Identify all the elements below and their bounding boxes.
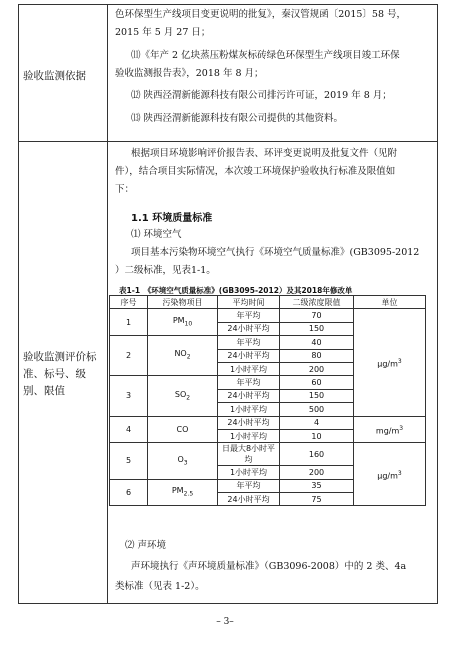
cell-unit xyxy=(354,309,426,416)
cell-pollutant xyxy=(148,309,218,336)
cell-limit: 10 xyxy=(280,429,354,442)
pollutant-name: CO xyxy=(176,424,189,434)
table-header-row xyxy=(110,296,426,309)
cell-pollutant xyxy=(148,443,218,479)
row-label-standards: 验收监测评价标准、标号、级别、限值 xyxy=(23,351,97,397)
cell-pollutant xyxy=(148,376,218,416)
row-label-basis: 验收监测依据 xyxy=(23,70,86,82)
basis-line-1: 色环保型生产线项目变更说明的批复》，秦汉管规函〔2015〕58 号， xyxy=(115,9,407,20)
unit-text: μg/m xyxy=(377,471,398,481)
unit-text: μg/m xyxy=(377,359,398,369)
cell-avg-time: 年平均 xyxy=(218,376,280,389)
column-divider xyxy=(107,5,108,603)
pollutant-subscript: 2 xyxy=(186,354,191,362)
cell-unit xyxy=(354,416,426,443)
unit-superscript: 3 xyxy=(397,469,402,477)
cell-avg-time: 1小时平均 xyxy=(218,403,280,416)
noise-text-1: 声环境执行《声环境质量标准》（GB3096-2008）中的 2 类、4a xyxy=(131,561,407,572)
header-pollutant: 污染物项目 xyxy=(148,296,218,309)
table-row xyxy=(110,416,426,429)
form-table xyxy=(18,4,438,604)
cell-no: 3 xyxy=(110,376,148,416)
cell-limit: 150 xyxy=(280,322,354,335)
air-heading: ⑴ 环境空气 xyxy=(131,229,182,240)
header-limit: 二级浓度限值 xyxy=(280,296,354,309)
cell-limit: 4 xyxy=(280,416,354,429)
cell-avg-time: 年平均 xyxy=(218,479,280,492)
unit-superscript: 3 xyxy=(399,424,404,432)
page-number: – 3– xyxy=(216,617,234,627)
cell-no: 5 xyxy=(110,443,148,479)
cell-limit: 40 xyxy=(280,336,354,349)
section-title: 1.1 环境质量标准 xyxy=(131,213,213,224)
cell-limit: 80 xyxy=(280,349,354,362)
cell-pollutant xyxy=(148,416,218,443)
cell-avg-time: 1小时平均 xyxy=(218,466,280,479)
table-row xyxy=(110,309,426,322)
cell-limit: 200 xyxy=(280,362,354,375)
cell-limit: 150 xyxy=(280,389,354,402)
basis-line-5: ⑿ 陕西泾渭新能源科技有限公司排污许可证，2019 年 8 月； xyxy=(131,90,392,101)
table-caption: 表1-1 《环境空气质量标准》(GB3095-2012）及其2018年修改单 xyxy=(119,286,353,295)
pollutant-name: O xyxy=(177,454,184,464)
cell-unit xyxy=(354,443,426,506)
cell-limit: 200 xyxy=(280,466,354,479)
cell-limit: 75 xyxy=(280,493,354,506)
pollutant-name: PM xyxy=(171,486,184,496)
cell-limit: 160 xyxy=(280,443,354,466)
cell-no: 1 xyxy=(110,309,148,336)
cell-avg-time: 年平均 xyxy=(218,336,280,349)
noise-heading: ⑵ 声环境 xyxy=(125,540,167,551)
intro-line-3: 下： xyxy=(115,184,135,195)
cell-avg-time: 24小时平均 xyxy=(218,349,280,362)
basis-line-2: 2015 年 5 月 27 日； xyxy=(115,27,211,38)
cell-limit: 60 xyxy=(280,376,354,389)
basis-line-3: ⑾《年产 2 亿块蒸压粉煤灰标砖绿色环保型生产线项目竣工环保 xyxy=(131,50,400,61)
header-unit: 单位 xyxy=(354,296,426,309)
noise-text-2: 类标准（见表 1-2）。 xyxy=(115,581,205,592)
pollutant-name: PM xyxy=(172,315,185,325)
pollutant-subscript: 2 xyxy=(186,394,191,402)
pollutant-subscript: 2.5 xyxy=(183,490,194,498)
unit-text: mg/m xyxy=(375,426,400,436)
cell-limit: 70 xyxy=(280,309,354,322)
row-divider xyxy=(19,141,437,142)
basis-line-6: ⒀ 陕西泾渭新能源科技有限公司提供的其他资料。 xyxy=(131,113,344,124)
cell-limit: 500 xyxy=(280,403,354,416)
cell-no: 6 xyxy=(110,479,148,506)
cell-avg-time: 日最大8小时平均 xyxy=(218,443,280,466)
cell-avg-time: 1小时平均 xyxy=(218,429,280,442)
cell-avg-time: 24小时平均 xyxy=(218,322,280,335)
pollutant-name: SO xyxy=(174,389,187,399)
pollutant-name: NO xyxy=(174,349,187,359)
basis-line-4: 验收监测报告表》，2018 年 8 月； xyxy=(115,68,264,79)
air-text-1: 项目基本污染物环境空气执行《环境空气质量标准》(GB3095-2012 xyxy=(131,247,420,258)
cell-limit: 35 xyxy=(280,479,354,492)
cell-no: 2 xyxy=(110,336,148,376)
cell-avg-time: 24小时平均 xyxy=(218,416,280,429)
cell-no: 4 xyxy=(110,416,148,443)
unit-superscript: 3 xyxy=(397,357,402,365)
table-row xyxy=(110,443,426,466)
air-quality-standard-table xyxy=(109,295,426,506)
header-no: 序号 xyxy=(110,296,148,309)
pollutant-subscript: 10 xyxy=(184,320,193,328)
cell-avg-time: 年平均 xyxy=(218,309,280,322)
cell-pollutant xyxy=(148,336,218,376)
cell-avg-time: 24小时平均 xyxy=(218,493,280,506)
cell-avg-time: 1小时平均 xyxy=(218,362,280,375)
intro-line-1: 根据项目环境影响评价报告表、环评变更说明及批复文件（见附 xyxy=(131,148,398,159)
cell-pollutant xyxy=(148,479,218,506)
intro-line-2: 件），结合项目实际情况，本次竣工环境保护验收执行标准及限值如 xyxy=(115,166,396,177)
cell-avg-time: 24小时平均 xyxy=(218,389,280,402)
pollutant-subscript: 3 xyxy=(183,459,188,467)
air-text-2: ）二级标准，见表1-1。 xyxy=(115,265,216,276)
header-avg-time: 平均时间 xyxy=(218,296,280,309)
